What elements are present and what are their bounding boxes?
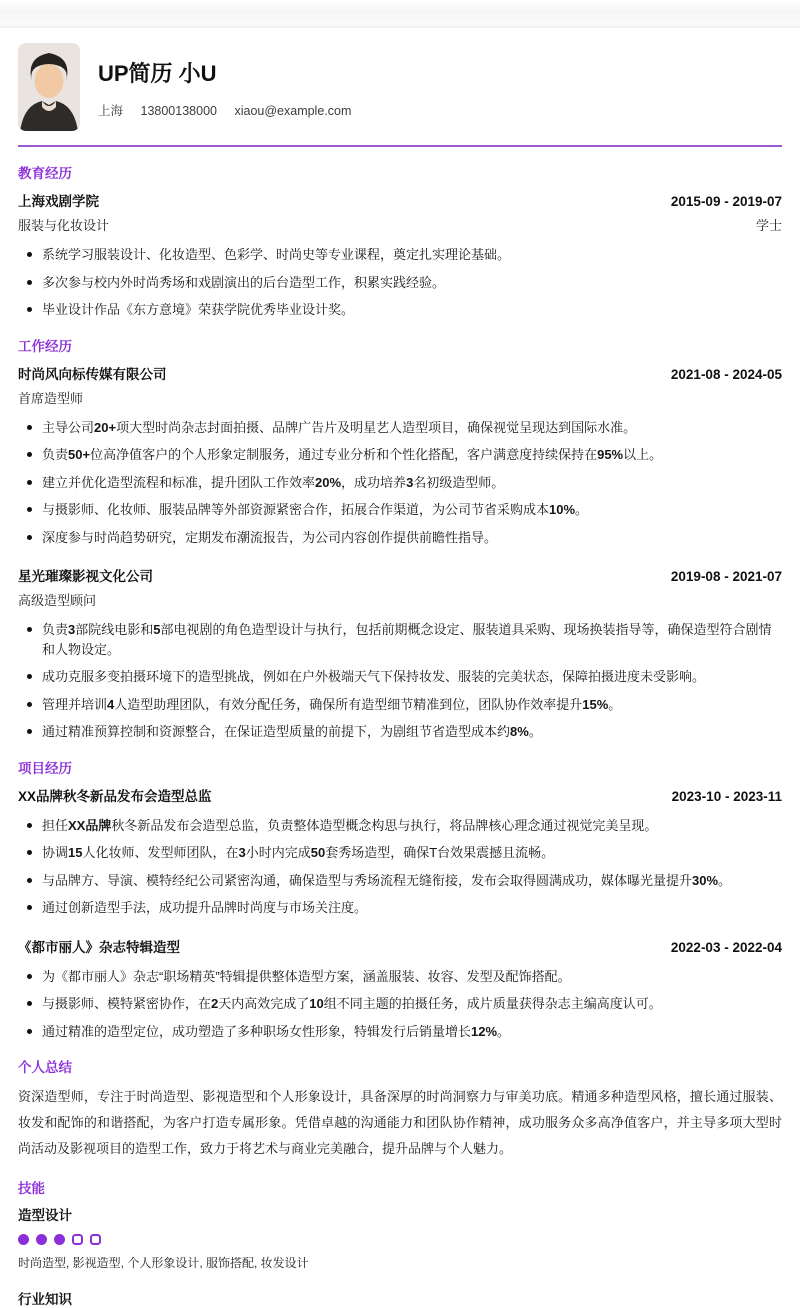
skill-name: 造型设计 bbox=[18, 1208, 72, 1223]
company-name: 时尚风向标传媒有限公司 bbox=[18, 366, 167, 382]
work-bullets bbox=[18, 418, 782, 548]
section-title-education: 教育经历 bbox=[18, 166, 72, 181]
entry-head bbox=[18, 190, 782, 210]
company-name: 星光璀璨影视文化公司 bbox=[18, 569, 153, 584]
section-work bbox=[18, 335, 782, 742]
entry-head bbox=[18, 936, 782, 956]
bullet-item: 管理并培训4人造型助理团队，有效分配任务，确保所有造型细节精准到位，团队协作效率提升15%。 bbox=[18, 695, 782, 715]
job-title: 高级造型顾问 bbox=[18, 593, 97, 608]
entry-subhead bbox=[18, 388, 782, 407]
rating-dot-filled bbox=[54, 1234, 65, 1245]
school-name: 上海戏剧学院 bbox=[18, 194, 99, 209]
contact-row bbox=[98, 101, 365, 119]
bullet-item: 通过精准预算控制和资源整合，在保证造型质量的前提下，为剧组节省造型成本约8%。 bbox=[18, 722, 782, 742]
project-name: 《都市丽人》杂志特辑造型 bbox=[18, 939, 180, 955]
skill-rating-dots bbox=[18, 1233, 782, 1245]
profile-photo-illustration bbox=[18, 43, 80, 131]
project-entry-1 bbox=[18, 785, 782, 918]
bullet-item: 与摄影师、化妆师、服装品牌等外部资源紧密合作，拓展合作渠道，为公司节省采购成本10%。 bbox=[18, 500, 782, 520]
bullet-item: 协调15人化妆师、发型师团队，在3小时内完成50套秀场造型，确保T台效果震撼且流畅。 bbox=[18, 843, 782, 863]
degree-name: 学士 bbox=[755, 218, 782, 233]
bullet-item: 为《都市丽人》杂志“职场精英”特辑提供整体造型方案，涵盖服装、妆容、发型及配饰搭配。 bbox=[18, 967, 782, 987]
bullet-item: 成功克服多变拍摄环境下的造型挑战，例如在户外极端天气下保持妆发、服装的完美状态，保障拍摄进度未受影响。 bbox=[18, 667, 782, 687]
entry-head bbox=[18, 565, 782, 585]
work-date: 2021-08 - 2024-05 bbox=[670, 366, 782, 382]
bullet-item: 毕业设计作品《东方意境》荣获学院优秀毕业设计奖。 bbox=[18, 300, 782, 320]
summary-text: 资深造型师，专注于时尚造型、影视造型和个人形象设计，具备深厚的时尚洞察力与审美功底。精通多种造型风格，擅长通过服装、妆发和配饰的和谐搭配，为客户打造专属形象。凭借卓越的沟通能力和团队协作精神，成功服务众多高净值客户，并主导多项大型时尚活动及影视项目的造型工作，致力于将艺术与商业完美融合，提升品牌与个人魅力。 bbox=[18, 1089, 782, 1156]
section-knowledge bbox=[18, 1288, 782, 1308]
rating-dot-filled bbox=[18, 1234, 29, 1245]
bullet-item: 与摄影师、模特紧密协作，在2天内高效完成了10组不同主题的拍摄任务，成片质量获得杂志主编高度认可。 bbox=[18, 994, 782, 1014]
bullet-item: 系统学习服装设计、化妆造型、色彩学、时尚史等专业课程，奠定扎实理论基础。 bbox=[18, 245, 782, 265]
bullet-item: 深度参与时尚趋势研究，定期发布潮流报告，为公司内容创作提供前瞻性指导。 bbox=[18, 528, 782, 548]
section-title-projects: 项目经历 bbox=[18, 760, 72, 776]
project-date: 2022-03 - 2022-04 bbox=[670, 939, 782, 955]
candidate-name: UP简历 小U bbox=[98, 61, 217, 86]
section-title-work: 工作经历 bbox=[18, 338, 72, 354]
education-entry bbox=[18, 190, 782, 320]
work-entry-2 bbox=[18, 565, 782, 742]
rating-dot-filled bbox=[36, 1234, 47, 1245]
contact-phone: 13800138000 bbox=[140, 104, 217, 118]
bullet-item: 通过精准的造型定位，成功塑造了多种职场女性形象，特辑发行后销量增长12%。 bbox=[18, 1022, 782, 1042]
bullet-item: 主导公司20+项大型时尚杂志封面拍摄、品牌广告片及明星艺人造型项目，确保视觉呈现达到国际水准。 bbox=[18, 418, 782, 438]
work-entry-1 bbox=[18, 363, 782, 548]
header-divider bbox=[18, 145, 782, 147]
section-skills bbox=[18, 1177, 782, 1271]
entry-subhead bbox=[18, 215, 782, 234]
resume-header bbox=[18, 43, 782, 131]
major-name: 服装与化妆设计 bbox=[18, 218, 110, 233]
education-date: 2015-09 - 2019-07 bbox=[670, 194, 782, 209]
bullet-item: 多次参与校内外时尚秀场和戏剧演出的后台造型工作，积累实践经验。 bbox=[18, 273, 782, 293]
education-bullets bbox=[18, 245, 782, 320]
project-bullets bbox=[18, 967, 782, 1042]
entry-head bbox=[18, 363, 782, 383]
bullet-item: 与品牌方、导演、模特经纪公司紧密沟通，确保造型与秀场流程无缝衔接，发布会取得圆满成功，媒体曝光量提升30%。 bbox=[18, 871, 782, 891]
work-bullets bbox=[18, 620, 782, 742]
page-top-band bbox=[0, 0, 800, 28]
profile-photo bbox=[18, 43, 80, 131]
rating-dot-empty bbox=[72, 1234, 83, 1245]
project-entry-2 bbox=[18, 936, 782, 1042]
section-title-skills: 技能 bbox=[18, 1181, 45, 1196]
bullet-item: 负责50+位高净值客户的个人形象定制服务，通过专业分析和个性化搭配，客户满意度持续保持在95%以上。 bbox=[18, 445, 782, 465]
bullet-item: 负责3部院线电影和5部电视剧的角色造型设计与执行，包括前期概念设定、服装道具采购、现场换装指导等，确保造型符合剧情和人物设定。 bbox=[18, 620, 782, 659]
skill-tags: 时尚造型, 影视造型, 个人形象设计, 服饰搭配, 妆发设计 bbox=[18, 1256, 309, 1270]
contact-location: 上海 bbox=[98, 104, 124, 118]
section-summary bbox=[18, 1056, 782, 1162]
bullet-item: 通过创新造型手法，成功提升品牌时尚度与市场关注度。 bbox=[18, 898, 782, 918]
contact-email: xiaou@example.com bbox=[234, 104, 352, 118]
entry-head bbox=[18, 785, 782, 805]
bullet-item: 担任XX品牌秋冬新品发布会造型总监，负责整体造型概念构思与执行，将品牌核心理念通过视觉完美呈现。 bbox=[18, 816, 782, 836]
job-title: 首席造型师 bbox=[18, 390, 84, 406]
section-projects bbox=[18, 757, 782, 1042]
project-date: 2023-10 - 2023-11 bbox=[671, 788, 782, 804]
project-name: XX品牌秋冬新品发布会造型总监 bbox=[18, 788, 212, 804]
project-bullets bbox=[18, 816, 782, 918]
section-title-summary: 个人总结 bbox=[18, 1060, 72, 1075]
header-text bbox=[98, 43, 365, 131]
rating-dot-empty bbox=[90, 1234, 101, 1245]
entry-subhead bbox=[18, 590, 782, 609]
bullet-item: 建立并优化造型流程和标准，提升团队工作效率20%，成功培养3名初级造型师。 bbox=[18, 473, 782, 493]
work-date: 2019-08 - 2021-07 bbox=[670, 569, 782, 584]
resume-page bbox=[0, 43, 800, 1308]
section-education bbox=[18, 162, 782, 320]
knowledge-title: 行业知识 bbox=[18, 1292, 72, 1307]
